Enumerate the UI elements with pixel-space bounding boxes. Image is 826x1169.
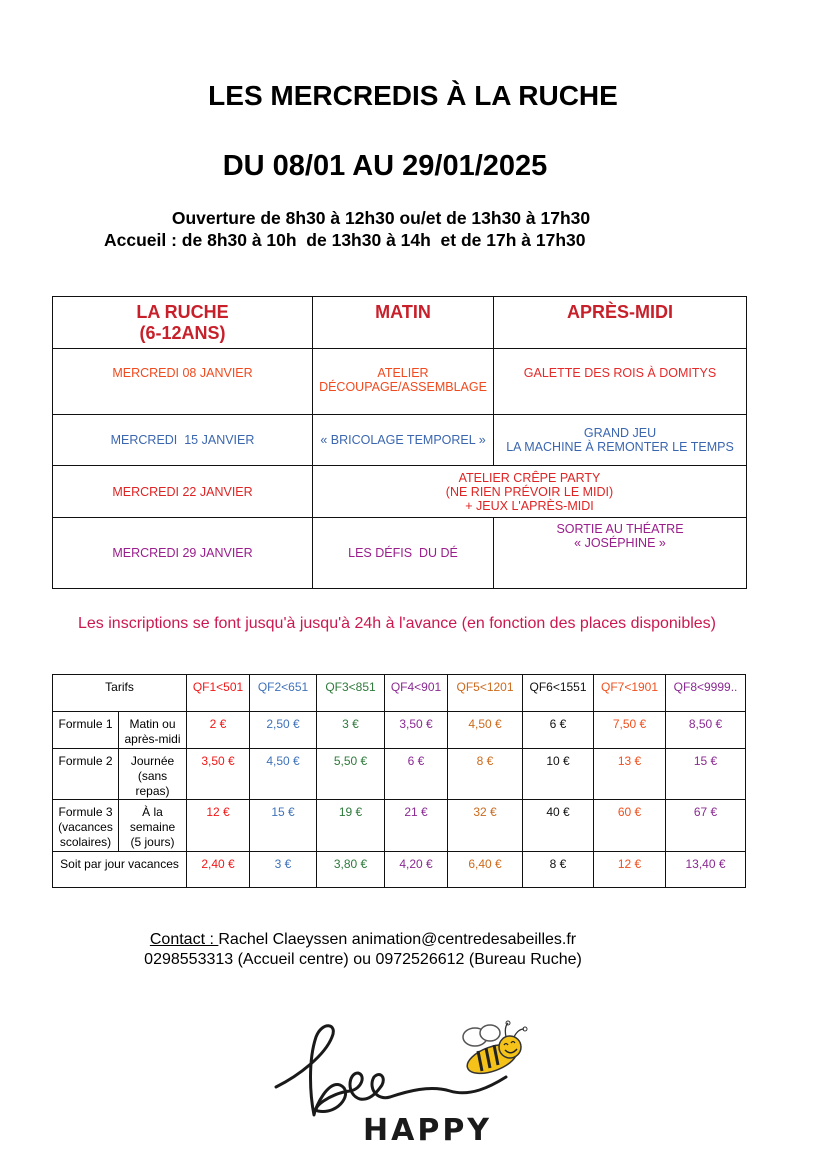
price-cell: 13 € <box>594 749 666 800</box>
desc-line: semaine <box>129 820 176 834</box>
activity-line: (NE RIEN PRÉVOIR LE MIDI) <box>445 484 614 499</box>
contact-label: Contact : <box>149 931 219 948</box>
price-cell: 4,20 € <box>385 852 448 888</box>
morning-header: MATIN <box>313 297 494 349</box>
qf-header: QF5<1201 <box>448 675 523 712</box>
pricing-table <box>52 674 746 888</box>
group-header-line2: (6-12ANS) <box>139 323 226 343</box>
formula-line: (vacances <box>58 820 113 834</box>
schedule-row <box>53 415 747 466</box>
desc-line: Matin ou <box>129 717 176 731</box>
logo-graphic <box>270 1015 540 1155</box>
formula-line: Formule 2 <box>58 754 113 768</box>
day-cell: MERCREDI 22 JANVIER <box>53 466 313 518</box>
activity-line: + JEUX L'APRÈS-MIDI <box>465 498 594 513</box>
bee-icon <box>463 1021 527 1079</box>
activity-line: LES DÉFIS DU DÉ <box>348 546 458 560</box>
price-cell: 10 € <box>523 749 594 800</box>
qf-header: QF7<1901 <box>594 675 666 712</box>
price-cell: 6 € <box>523 712 594 749</box>
qf-header: QF4<901 <box>385 675 448 712</box>
qf-header: QF3<851 <box>317 675 385 712</box>
pricing-row <box>53 800 746 852</box>
price-cell: 13,40 € <box>666 852 746 888</box>
contact-phones: 0298553313 (Accueil centre) ou 0972526612 (Bureau Ruche) <box>144 951 582 968</box>
bee-happy-logo <box>270 1015 540 1155</box>
registration-notice: Les inscriptions se font jusqu'à jusqu'à 24h à l'avance (en fonction des places disponibles) <box>78 615 716 632</box>
price-cell: 3,50 € <box>187 749 250 800</box>
full-day-activity <box>313 466 747 518</box>
group-header-line1: LA RUCHE <box>136 302 229 322</box>
morning-activity <box>313 415 494 466</box>
price-cell: 3 € <box>317 712 385 749</box>
price-cell: 8,50 € <box>666 712 746 749</box>
afternoon-header: APRÈS-MIDI <box>494 297 747 349</box>
price-cell: 2,40 € <box>187 852 250 888</box>
qf-header: QF2<651 <box>250 675 317 712</box>
activity-line: GALETTE DES ROIS À DOMITYS <box>523 366 717 380</box>
activity-line: « BRICOLAGE TEMPOREL » <box>320 433 486 447</box>
formula-line: Formule 1 <box>58 717 113 731</box>
price-cell: 4,50 € <box>448 712 523 749</box>
contact-name-email[interactable]: Rachel Claeyssen animation@centredesabeilles.fr <box>218 931 577 948</box>
group-header <box>53 297 313 349</box>
tarifs-label: Tarifs <box>53 675 187 712</box>
activity-line: LA MACHINE À REMONTER LE TEMPS <box>506 440 734 454</box>
formula-desc <box>119 800 187 852</box>
welcome-hours: Accueil : de 8h30 à 10h de 13h30 à 14h et de 17h à 17h30 <box>104 230 586 250</box>
desc-line: Journée <box>130 754 175 768</box>
desc-line: (sans <box>137 769 168 783</box>
desc-line: (5 jours) <box>130 835 175 849</box>
day-cell: MERCREDI 15 JANVIER <box>53 415 313 466</box>
formula-label <box>53 712 119 749</box>
activity-line: GRAND JEU <box>583 426 657 440</box>
price-cell: 4,50 € <box>250 749 317 800</box>
formula-label <box>53 852 187 888</box>
schedule-row <box>53 466 747 518</box>
pricing-header-row <box>53 675 746 712</box>
price-cell: 15 € <box>666 749 746 800</box>
formula-desc <box>119 749 187 800</box>
price-cell: 2,50 € <box>250 712 317 749</box>
pricing-row <box>53 749 746 800</box>
qf-header: QF1<501 <box>187 675 250 712</box>
price-cell: 8 € <box>448 749 523 800</box>
desc-line: après-midi <box>124 732 181 746</box>
activity-line: « JOSÉPHINE » <box>574 536 666 550</box>
price-cell: 32 € <box>448 800 523 852</box>
formula-line: Soit par jour vacances <box>60 857 179 871</box>
price-cell: 6 € <box>385 749 448 800</box>
contact-block <box>0 930 726 970</box>
price-cell: 19 € <box>317 800 385 852</box>
schedule-row <box>53 349 747 415</box>
price-cell: 40 € <box>523 800 594 852</box>
activity-line: ATELIER <box>377 366 429 380</box>
price-cell: 7,50 € <box>594 712 666 749</box>
qf-header: QF6<1551 <box>523 675 594 712</box>
logo-happy-text: HAPPY <box>363 1113 493 1148</box>
formula-label <box>53 749 119 800</box>
day-cell: MERCREDI 29 JANVIER <box>53 518 313 589</box>
price-cell: 21 € <box>385 800 448 852</box>
pricing-row <box>53 712 746 749</box>
formula-desc <box>119 712 187 749</box>
price-cell: 3,50 € <box>385 712 448 749</box>
opening-hours: Ouverture de 8h30 à 12h30 ou/et de 13h30 à 17h30 <box>171 208 591 228</box>
page-title: LES MERCREDIS À LA RUCHE <box>208 80 618 111</box>
price-cell: 3 € <box>250 852 317 888</box>
price-cell: 3,80 € <box>317 852 385 888</box>
qf-header: QF8<9999.. <box>666 675 746 712</box>
activity-line: SORTIE AU THÉATRE <box>556 522 684 536</box>
formula-label <box>53 800 119 852</box>
activity-line: DÉCOUPAGE/ASSEMBLAGE <box>319 380 487 394</box>
schedule-row <box>53 518 747 589</box>
schedule-header-row <box>53 297 747 349</box>
price-cell: 12 € <box>187 800 250 852</box>
date-range: DU 08/01 AU 29/01/2025 <box>222 150 548 182</box>
afternoon-activity <box>494 349 747 415</box>
activity-line: ATELIER CRÊPE PARTY <box>458 470 601 485</box>
price-cell: 6,40 € <box>448 852 523 888</box>
price-cell: 15 € <box>250 800 317 852</box>
pricing-row <box>53 852 746 888</box>
afternoon-activity <box>494 415 747 466</box>
day-cell: MERCREDI 08 JANVIER <box>53 349 313 415</box>
price-cell: 8 € <box>523 852 594 888</box>
price-cell: 2 € <box>187 712 250 749</box>
afternoon-activity <box>494 518 747 589</box>
morning-activity <box>313 518 494 589</box>
price-cell: 12 € <box>594 852 666 888</box>
desc-line: À la <box>142 805 163 819</box>
formula-line: Formule 3 <box>58 805 113 819</box>
price-cell: 5,50 € <box>317 749 385 800</box>
contact-line <box>0 930 726 950</box>
price-cell: 67 € <box>666 800 746 852</box>
schedule-table <box>52 296 747 589</box>
price-cell: 60 € <box>594 800 666 852</box>
morning-activity <box>313 349 494 415</box>
formula-line: scolaires) <box>59 835 112 849</box>
desc-line: repas) <box>135 784 170 798</box>
